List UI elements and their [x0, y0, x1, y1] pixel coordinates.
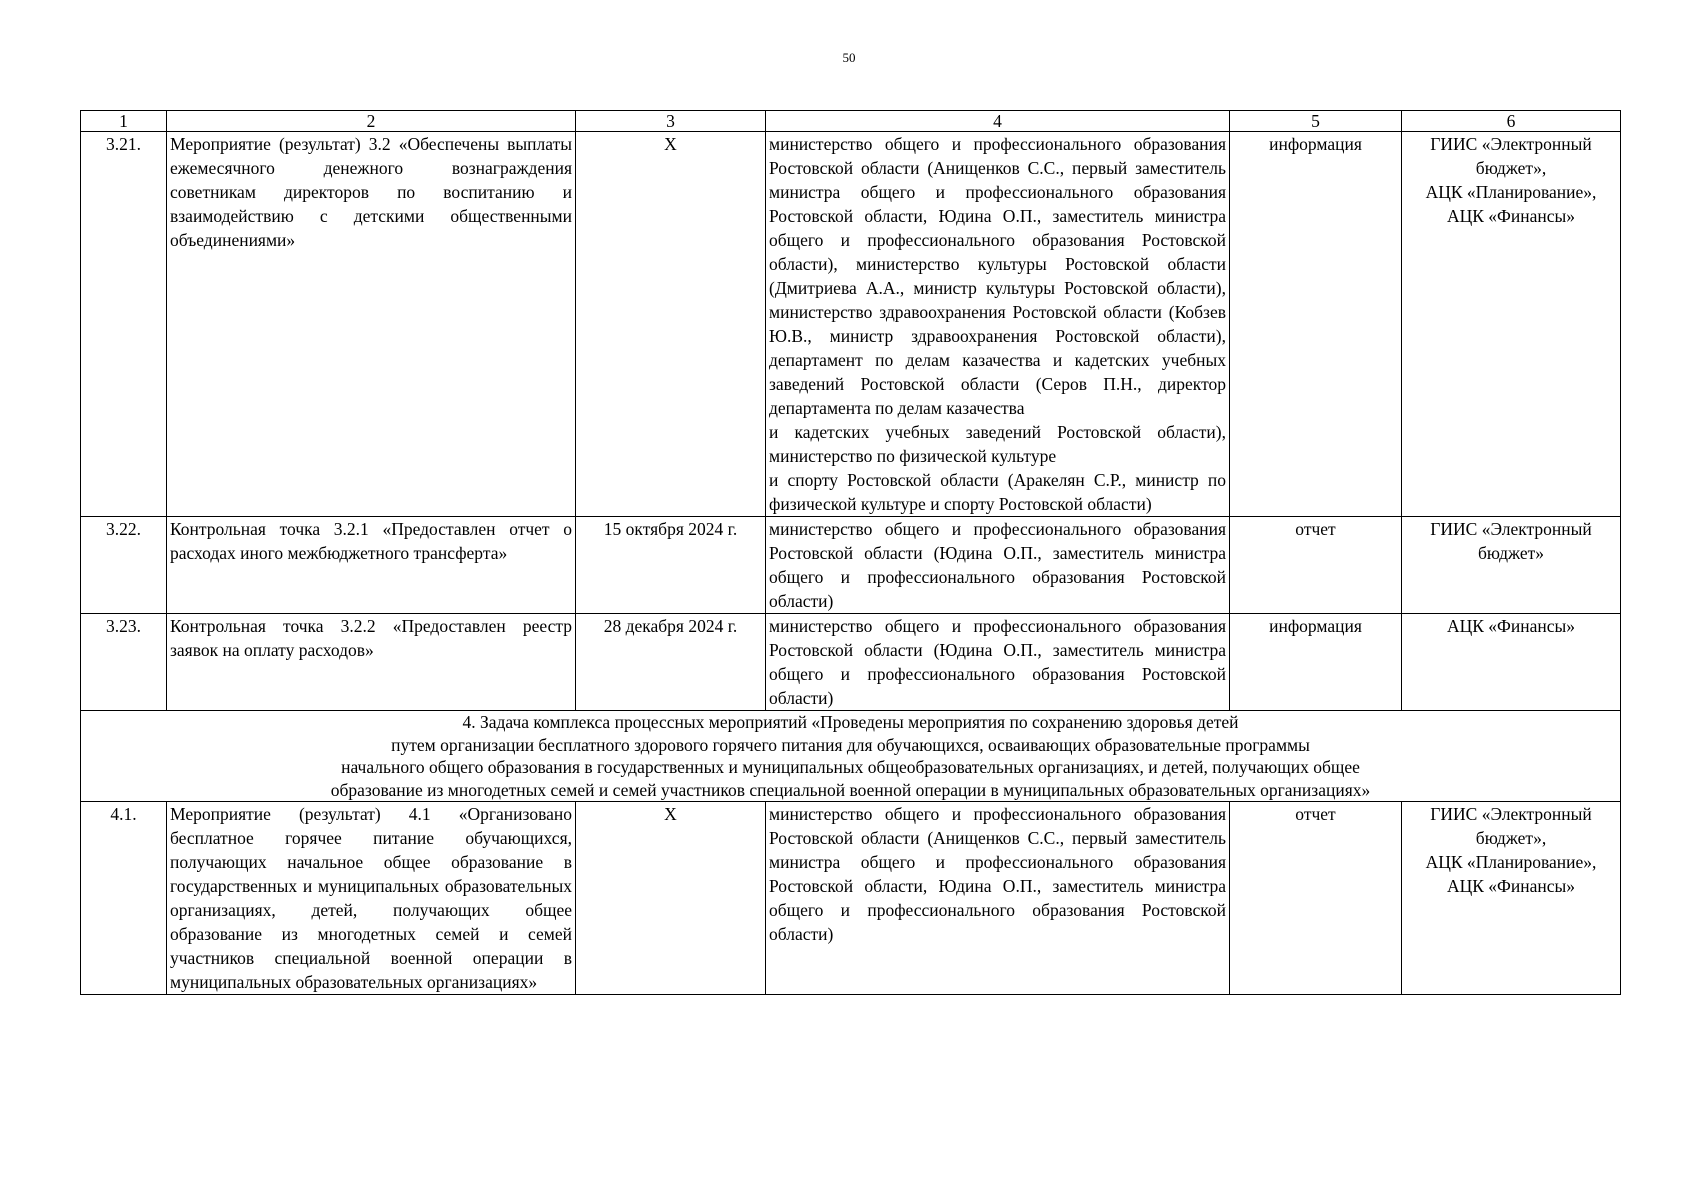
column-header: 6 [1402, 111, 1621, 132]
column-number-row [81, 111, 1621, 132]
system-cell [1402, 614, 1621, 711]
column-header: 2 [167, 111, 576, 132]
doc-type-cell: информация [1230, 614, 1402, 711]
system-line: ГИИС «Электронный бюджет», [1430, 134, 1592, 178]
system-line: АЦК «Финансы» [1446, 206, 1576, 226]
date-cell: Х [576, 132, 766, 517]
event-cell: Мероприятие (результат) 3.2 «Обеспечены выплаты ежемесячного денежного вознаграждения советникам директоров по воспитанию и взаимодействию с детскими общественными объединениями» [167, 132, 576, 517]
task-heading-line: начального общего образования в государственных и муниципальных общеобразовательных организациях, и детей, получающих общее [341, 757, 1360, 777]
task-heading-line: путем организации бесплатного здорового горячего питания для обучающихся, осваивающих образовательные программы [391, 734, 1310, 755]
page-number: 50 [842, 50, 856, 65]
task-heading-row [81, 711, 1621, 802]
doc-type-cell: отчет [1230, 802, 1402, 995]
table-row [81, 517, 1621, 614]
column-header: 5 [1230, 111, 1402, 132]
table-row [81, 802, 1621, 995]
date-cell: 28 декабря 2024 г. [576, 614, 766, 711]
doc-type-cell: информация [1230, 132, 1402, 517]
row-number: 3.21. [81, 132, 167, 517]
event-cell: Контрольная точка 3.2.1 «Предоставлен отчет о расходах иного межбюджетного трансферта» [167, 517, 576, 614]
responsible-text: министерство общего и профессионального образования Ростовской области (Юдина О.П., заместитель министра общего и профессионального образования Ростовской области) [769, 519, 1226, 611]
date-cell: Х [576, 802, 766, 995]
system-line: АЦК «Планирование», [1425, 182, 1597, 202]
system-cell [1402, 132, 1621, 517]
responsible-text: и кадетских учебных заведений Ростовской области), министерство по физической культуре [769, 422, 1226, 466]
column-header: 1 [81, 111, 167, 132]
column-header: 4 [766, 111, 1230, 132]
system-line: АЦК «Финансы» [1446, 876, 1576, 896]
task-heading-line: образование из многодетных семей и семей участников специальной военной операции в муниципальных образовательных организациях» [330, 779, 1371, 800]
system-line: ГИИС «Электронный бюджет» [1430, 519, 1592, 563]
task-heading-line: 4. Задача комплекса процессных мероприятий «Проведены мероприятия по сохранению здоровья детей [462, 712, 1239, 732]
responsible-cell [766, 132, 1230, 517]
responsible-text: и спорту Ростовской области (Аракелян С.Р., министр по физической культуре и спорту Ростовской области) [769, 470, 1226, 514]
row-number: 3.22. [81, 517, 167, 614]
system-line: ГИИС «Электронный бюджет», [1430, 804, 1592, 848]
responsible-text: министерство общего и профессионального образования Ростовской области (Юдина О.П., заместитель министра общего и профессионального образования Ростовской области) [769, 616, 1226, 708]
doc-type-cell: отчет [1230, 517, 1402, 614]
plan-table [80, 110, 1621, 995]
event-cell: Контрольная точка 3.2.2 «Предоставлен реестр заявок на оплату расходов» [167, 614, 576, 711]
system-cell [1402, 517, 1621, 614]
system-line: АЦК «Финансы» [1446, 616, 1576, 636]
date-cell: 15 октября 2024 г. [576, 517, 766, 614]
system-cell [1402, 802, 1621, 995]
responsible-text: министерство общего и профессионального образования Ростовской области (Анищенков С.С., первый заместитель министра общего и профессионального образования Ростовской области, Юдина О.П., заместитель министра общего и профессионального образования Ростовской области), министерство культуры Ростовской области (Дмитриева А.А., министр культуры Ростовской области), министерство здравоохранения Ростовской области (Кобзев Ю.В., министр здравоохранения Ростовской области), департамент по делам казачества и кадетских учебных заведений Ростовской области (Серов П.Н., директор департамента по делам казачества [769, 134, 1226, 418]
table-row [81, 132, 1621, 517]
responsible-text: министерство общего и профессионального образования Ростовской области (Анищенков С.С., первый заместитель министра общего и профессионального образования Ростовской области, Юдина О.П., заместитель министра общего и профессионального образования Ростовской области) [769, 804, 1226, 944]
event-cell: Мероприятие (результат) 4.1 «Организовано бесплатное горячее питание обучающихся, получающих начальное общее образование в государственных и муниципальных образовательных организациях, детей, получающих общее образование из многодетных семей и семей участников специальной военной операции в муниципальных образовательных организациях» [167, 802, 576, 995]
column-header: 3 [576, 111, 766, 132]
system-line: АЦК «Планирование», [1425, 852, 1597, 872]
responsible-cell [766, 802, 1230, 995]
responsible-cell [766, 517, 1230, 614]
responsible-cell [766, 614, 1230, 711]
row-number: 3.23. [81, 614, 167, 711]
task-heading [81, 711, 1621, 802]
row-number: 4.1. [81, 802, 167, 995]
table-row [81, 614, 1621, 711]
